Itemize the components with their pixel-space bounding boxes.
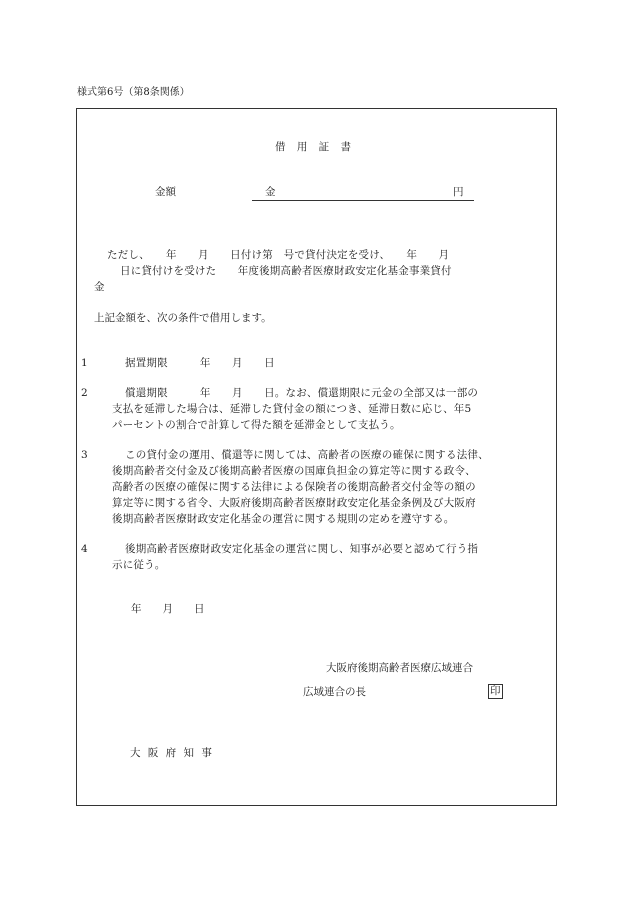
item-number: 1	[81, 357, 88, 369]
item-line: 支払を延滞した場合は、延滞した貸付金の額につき、延滞日数に応じ、年5	[112, 403, 472, 415]
intro-line-1: ただし、 年 月 日付け第 号で貸付決定を受け、 年 月	[107, 249, 450, 261]
intro-line-3: 金	[94, 281, 105, 293]
item-number: 3	[81, 449, 88, 461]
item-line: 示に従う。	[112, 559, 166, 571]
addressee: 大 阪 府 知 事	[130, 747, 214, 759]
amount-prefix: 金	[265, 186, 276, 198]
borrower-representative: 広域連合の長	[303, 686, 366, 698]
item-number: 4	[81, 543, 88, 555]
amount-label: 金額	[155, 186, 176, 198]
seal-mark: 印	[490, 685, 501, 697]
item-line: 後期高齢者医療財政安定化基金の運営に関する規則の定めを遵守する。	[112, 513, 455, 525]
item-line: 算定等に関する省令、大阪府後期高齢者医療財政安定化基金条例及び大阪府	[112, 497, 476, 509]
signing-date: 年 月 日	[131, 603, 205, 615]
item-line: 後期高齢者医療財政安定化基金の運営に関し、知事が必要と認めて行う指	[125, 543, 479, 555]
borrower-organization: 大阪府後期高齢者医療広域連合	[326, 662, 473, 674]
document-title: 借 用 証 書	[274, 141, 355, 153]
item-line: 高齢者の医療の確保に関する法律による保険者の後期高齢者交付金等の額の	[112, 481, 476, 493]
item-line: 後期高齢者交付金及び後期高齢者医療の国庫負担金の算定等に関する政令、	[112, 465, 476, 477]
form-number: 様式第6号（第8条関係）	[77, 87, 190, 98]
borrow-statement: 上記金額を、次の条件で借用します。	[94, 312, 272, 324]
item-line: この貸付金の運用、償還等に関しては、高齢者の医療の確保に関する法律、	[125, 449, 489, 461]
amount-underline	[252, 185, 474, 201]
intro-line-2: 日に貸付けを受けた 年度後期高齢者医療財政安定化基金事業貸付	[120, 265, 452, 277]
amount-suffix: 円	[453, 186, 464, 198]
item-line: 据置期限 年 月 日	[125, 357, 275, 369]
item-number: 2	[81, 387, 88, 399]
item-line: パーセントの割合で計算して得た額を延滞金として支払う。	[112, 419, 401, 431]
item-line: 償還期限 年 月 日。なお、償還期限に元金の全部又は一部の	[125, 387, 479, 399]
